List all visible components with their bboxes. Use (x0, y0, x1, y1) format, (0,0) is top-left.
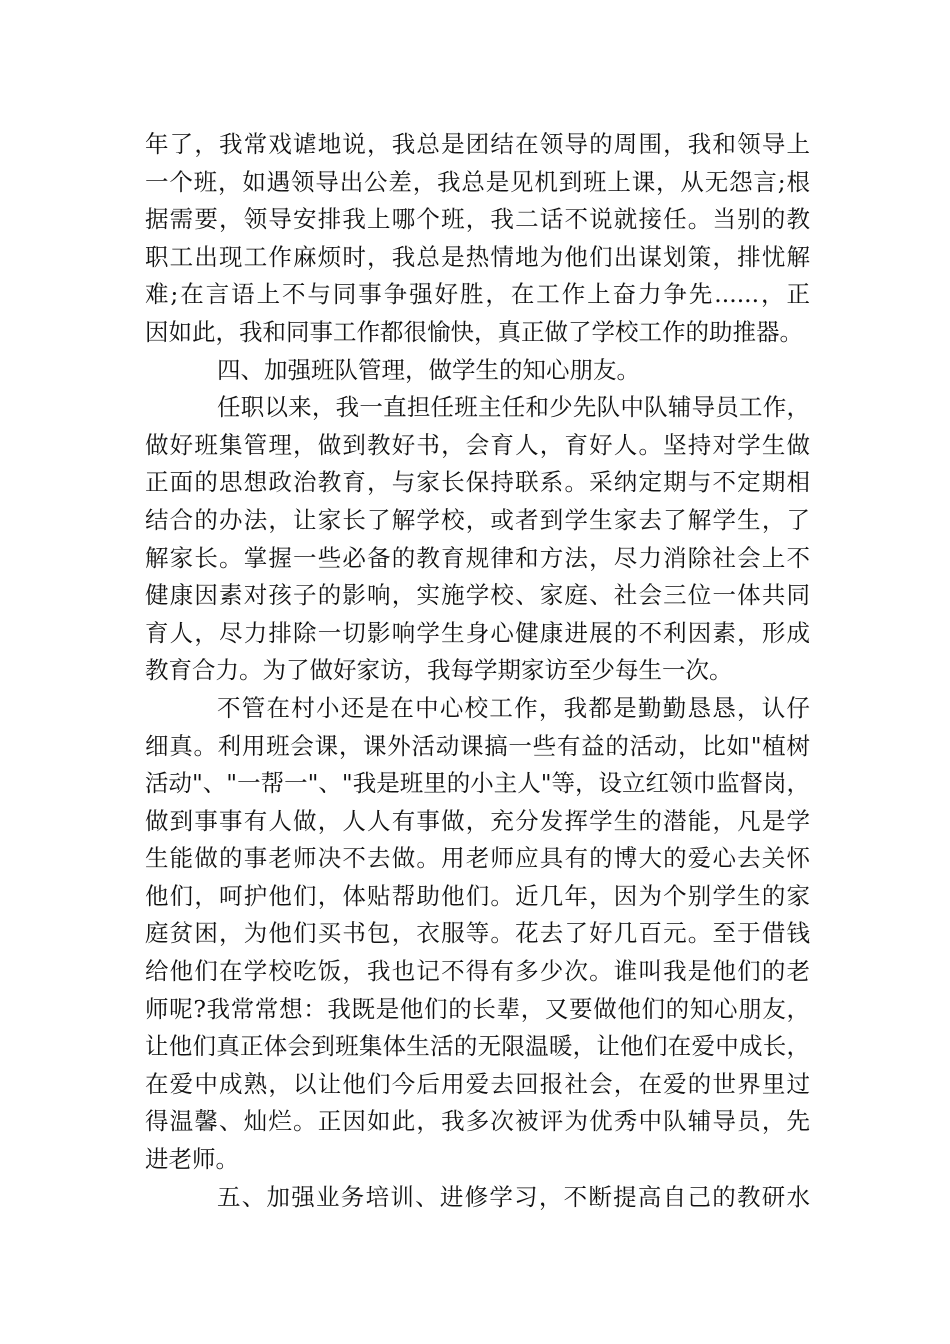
text-line: 给他们在学校吃饭，我也记不得有多少次。谁叫我是他们的老 (145, 957, 810, 986)
text-line: 让他们真正体会到班集体生活的无限温暖，让他们在爱中成长， (145, 1032, 810, 1061)
text-line: 职工出现工作麻烦时，我总是热情地为他们出谋划策，排忧解 (145, 242, 810, 271)
text-line: 结合的办法，让家长了解学校，或者到学生家去了解学生，了 (145, 505, 810, 534)
text-line: 庭贫困，为他们买书包，衣服等。花去了好几百元。至于借钱 (145, 919, 810, 948)
text-line: 育人，尽力排除一切影响学生身心健康进展的不利因素，形成 (145, 618, 810, 647)
text-line: 不管在村小还是在中心校工作，我都是勤勤恳恳，认仔 (217, 693, 810, 722)
text-line: 五、加强业务培训、进修学习，不断提高自己的教研水 (217, 1182, 810, 1211)
text-line: 解家长。掌握一些必备的教育规律和方法，尽力消除社会上不 (145, 543, 810, 572)
text-line: 任职以来，我一直担任班主任和少先队中队辅导员工作， (217, 393, 810, 422)
text-line: 做好班集管理，做到教好书，会育人，育好人。坚持对学生做 (145, 430, 810, 459)
text-line: 四、加强班队管理，做学生的知心朋友。 (217, 355, 640, 384)
text-line: 他们，呵护他们，体贴帮助他们。近几年，因为个别学生的家 (145, 881, 810, 910)
text-line: 在爱中成熟，以让他们今后用爱去回报社会，在爱的世界里过 (145, 1069, 810, 1098)
text-line: 师呢?我常常想：我既是他们的长辈，又要做他们的知心朋友， (145, 994, 810, 1023)
text-line: 一个班，如遇领导出公差，我总是见机到班上课，从无怨言;根 (145, 167, 810, 196)
text-line: 年了，我常戏谑地说，我总是团结在领导的周围，我和领导上 (145, 130, 810, 158)
text-line: 做到事事有人做，人人有事做，充分发挥学生的潜能，凡是学 (145, 806, 810, 835)
text-line: 正面的思想政治教育，与家长保持联系。采纳定期与不定期相 (145, 468, 810, 497)
text-line: 得温馨、灿烂。正因如此，我多次被评为优秀中队辅导员，先 (145, 1107, 810, 1136)
text-line: 健康因素对孩子的影响，实施学校、家庭、社会三位一体共同 (145, 581, 810, 610)
text-line: 生能做的事老师决不去做。用老师应具有的博大的爱心去关怀 (145, 844, 810, 873)
text-line: 活动"、"一帮一"、"我是班里的小主人"等，设立红领巾监督岗， (145, 769, 811, 798)
text-line: 因如此，我和同事工作都很愉快，真正做了学校工作的助推器。 (145, 317, 803, 346)
text-line: 教育合力。为了做好家访，我每学期家访至少每生一次。 (145, 656, 733, 685)
body-text (145, 126, 810, 1216)
text-line: 据需要，领导安排我上哪个班，我二话不说就接任。当别的教 (145, 205, 810, 234)
text-line: 难;在言语上不与同事争强好胜，在工作上奋力争先......，正 (145, 280, 810, 309)
text-line: 进老师。 (145, 1145, 239, 1174)
text-line: 细真。利用班会课，课外活动课搞一些有益的活动，比如"植树 (145, 731, 810, 760)
